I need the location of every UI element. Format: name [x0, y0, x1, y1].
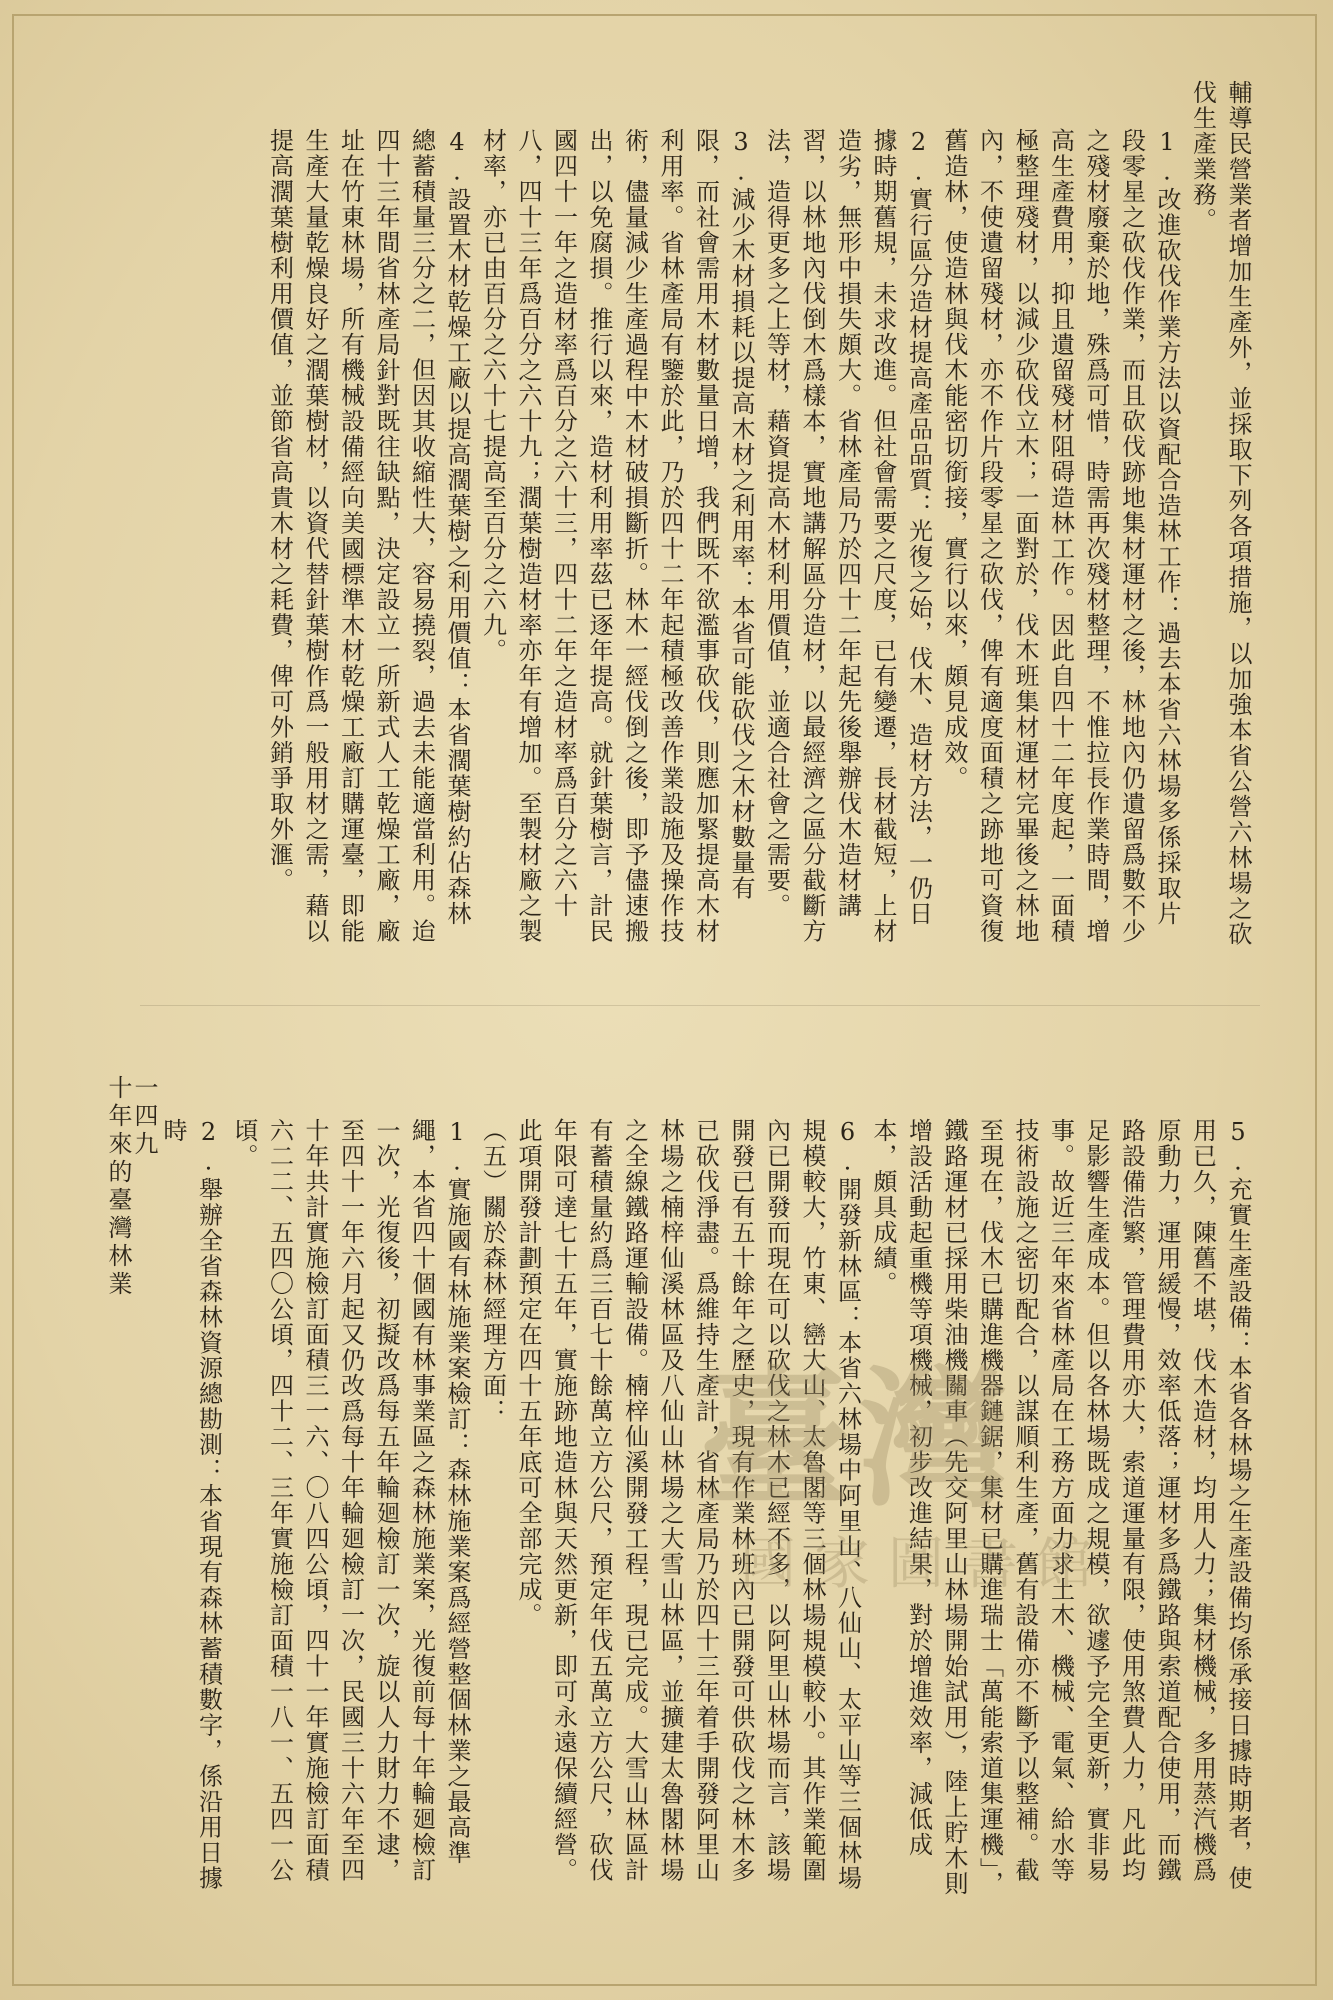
- paragraph: （五）關於森林經理方面：: [478, 1118, 507, 1424]
- paragraph: 輔導民營業者增加生產外，並採取下列各項措施，以加強本省公營六林場之砍伐生產業務。: [1188, 80, 1252, 947]
- paragraph: 2.實行區分造材提高產品品質：光復之始，伐木、造材方法，一仍日據時期舊規，未求改進。但社會需要之尺度，已有變遷，長材截短，上材造劣，無形中損失頗大。省林產局乃於四十二年起先後舉辦伐木造材講習，以林地內伐倒木爲樣本，實地講解區分造材，以最經濟之區分截斷方法，造得更多之上等材，藉資提高木材利用價值，並適合社會之需要。: [762, 128, 933, 944]
- watermark-sub-text: 國家圖書館: [740, 1532, 1110, 1597]
- paragraph: 5.充實生產設備：本省各林場之生產設備均係承接日據時期者，使用已久，陳舊不堪，伐木造材，均用人力；集材機械，多用蒸汽機爲原動力，運用緩慢，效率低落；運材多爲鐵路與索道配合使用，而鐵路設備浩繁，管理費用亦大，索道運量有限，使用煞費人力，凡此均足影響生產成本。但以各林場既成之規模，欲遽予完全更新，實非易事。故近三年來省林產局在工務方面力求土木、機械、電氣、給水等技術設施之密切配合，以謀順利生產，舊有設備亦不斷予以整補。截至現在，伐木已購進機器鏈鋸，集材已購進瑞士「萬能索道集運機」，鐵路運材已採用柴油機關車（先交阿里山林場開始試用），陸上貯木則增設活動起重機等項機械，初步改進結果，對於增進效率，減低成本，頗具成績。: [869, 1118, 1252, 1897]
- paragraph: 4.設置木材乾燥工廠以提高濶葉樹之利用價值：本省濶葉樹約佔森林總蓄積量三分之二，但因其收縮性大，容易撓裂，過去未能適當利用。迨四十三年間省林產局針對既往缺點，決定設立一所新式人工乾燥工廠，廠址在竹東林場，所有機械設備經向美國標準木材乾燥工廠訂購運臺，即能生產大量乾燥良好之濶葉樹材，以資代替針葉樹作爲一般用材之需，藉以提高濶葉樹利用價值，並節省高貴木材之耗費，俾可外銷爭取外滙。: [265, 128, 471, 944]
- watermark-main-text: 臺灣: [700, 1352, 1021, 1528]
- paragraph: 1.改進砍伐作業方法以資配合造林工作：過去本省六林場多係採取片段零星之砍伐作業，而且砍伐跡地集材運材之後，林地內仍遺留爲數不少之殘材廢棄於地，殊爲可惜，時需再次殘材整理，不惟拉長作業時間，增高生產費用，抑且遺留殘材阻碍造林工作。因此自四十二年度起，一面積極整理殘材，以減少砍伐立木；一面對於，伐木班集材運材完畢後之林地內，不使遺留殘材，亦不作片段零星之砍伐，俾有適度面積之跡地可資復舊造林，使造林與伐木能密切銜接，實行以來，頗見成效。: [940, 128, 1181, 944]
- running-title: 十年來的臺灣林業: [104, 1075, 132, 1299]
- paragraph: 3.減少木材損耗以提高木材之利用率：本省可能砍伐之木材數量有限，而社會需用木材數量日增，我們既不欲濫事砍伐，則應加緊提高木材利用率。省林產局有鑒於此，乃於四十二年起積極改善作業設施及操作技術，儘量減少生產過程中木材破損斷折。林木一經伐倒之後，即予儘速搬出，以免腐損。推行以來，造材利用率茲已逐年提高。就針葉樹言，計民國四十一年之造材率爲百分之六十三，四十二年之造材率爲百分之六十八，四十三年爲百分之六十九；濶葉樹造材率亦年有增加。至製材廠之製材率，亦已由百分之六十七提高至百分之六九。: [478, 128, 755, 944]
- lower-text-band: [159, 1070, 1255, 1900]
- upper-text-band: [140, 80, 1255, 950]
- paragraph: 6.開發新林區：本省六林場中阿里山、八仙山、太平山等三個林場規模較大，竹東、巒大山、太魯閣等三個林場規模較小。其作業範圍內已開發而現在可以砍伐之林木已經不多，以阿里山林場而言，該場開發已有五十餘年之歷史，現有作業林班內已開發可供砍伐之林木多已砍伐淨盡。爲維持生產計，省林產局乃於四十三年着手開發阿里山林場之楠梓仙溪林區及八仙山林場之大雪山林區，並擴建太魯閣林場之全線鐵路運輸設備。楠梓仙溪開發工程，現已完成。大雪山林區計有蓄積量約爲三百七十餘萬立方公尺，預定年伐五萬立方公尺，砍伐年限可達七十五年，實施跡地造林與天然更新，即可永遠保續經營。此項開發計劃預定在四十五年底可全部完成。: [514, 1118, 862, 1891]
- band-divider: [140, 1005, 1260, 1006]
- paragraph: 1.實施國有林施業案檢訂：森林施業案爲經營整個林業之最高準繩，本省四十個國有林事業區之森林施業案，光復前每十年輪廻檢訂一次，光復後，初擬改爲每五年輪廻檢訂一次，旋以人力財力不逮，至四十一年六月起又仍改爲每十年輪廻檢訂一次，民國三十六年至四十年共計實施檢訂面積三一六、〇八四公頃，四十一年實施檢訂面積六二二、五四〇公頃，四十二、三年實施檢訂面積一八一、五四一公頃。: [230, 1118, 471, 1883]
- paragraph: 2.舉辦全省森林資源總勘測：本省現有森林蓄積數字，係沿用日據時: [159, 1118, 223, 1891]
- page-number: 一四九: [130, 1075, 158, 1159]
